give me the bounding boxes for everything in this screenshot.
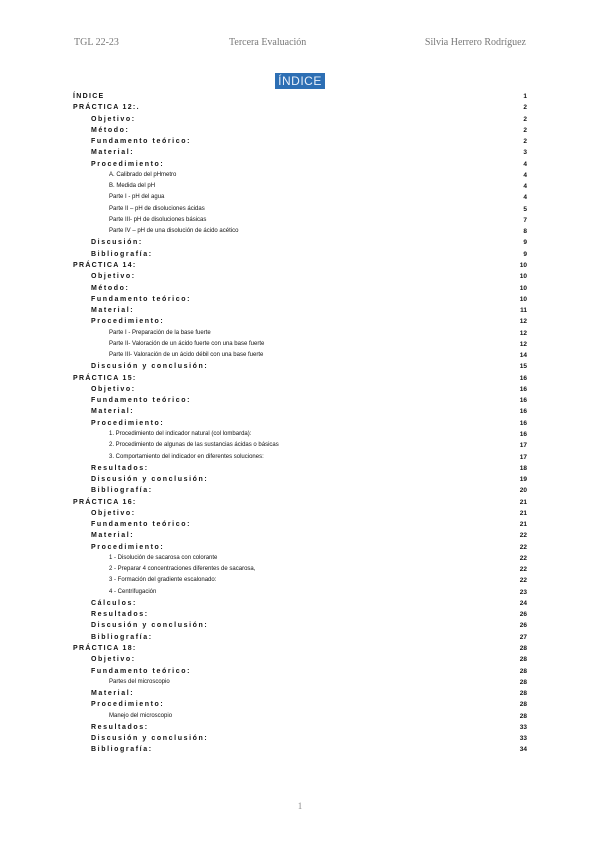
toc-entry-page: 22 [519,554,527,562]
toc-entry[interactable] [73,463,527,474]
toc-entry[interactable] [73,485,527,496]
toc-entry-page: 21 [519,509,527,517]
page-title: ÍNDICE [275,73,325,89]
toc-entry-label: Procedimiento: [91,160,165,168]
toc-entry-page: 26 [519,622,527,630]
toc-entry[interactable] [73,361,527,372]
toc-entry-label: Parte I - pH del agua [109,194,165,201]
toc-entry-label: Discusión: [91,239,143,247]
toc-entry[interactable] [73,418,527,429]
toc-entry-page: 16 [519,397,527,405]
toc-entry[interactable] [73,215,527,226]
toc-entry[interactable] [73,316,527,327]
toc-entry-page: 18 [519,464,527,472]
toc-entry[interactable] [73,508,527,519]
toc-entry-label: Material: [91,149,135,157]
toc-entry-page: 10 [519,284,527,292]
toc-entry-page: 34 [519,746,527,754]
toc-entry-label: Parte II- Valoración de un ácido fuerte con una base fuerte [109,340,265,347]
toc-entry-label: Discusión y conclusión: [91,476,209,484]
toc-entry[interactable] [73,226,527,237]
toc-entry-page: 22 [519,577,527,585]
toc-entry[interactable] [73,260,527,271]
toc-entry-label: Partes del microscopio [109,678,170,685]
toc-entry-label: Fundamento teórico: [91,295,192,303]
toc-entry-page: 10 [519,273,527,281]
toc-entry[interactable] [73,677,527,688]
toc-entry-label: Material: [91,307,135,315]
toc-entry-label: PRÁCTICA 15: [73,374,137,382]
page-header [74,37,526,49]
header-evaluation: Tercera Evaluación [229,37,307,48]
toc-entry-label: 2 - Preparar 4 concentraciones diferentes de sacarosa, [109,566,256,573]
toc-entry-label: Objetivo: [91,385,136,393]
toc-entry-page: 11 [520,307,527,315]
toc-entry-label: Material: [91,690,135,698]
toc-entry-page: 14 [519,352,527,360]
toc-entry[interactable] [73,384,527,395]
toc-entry-page: 2 [523,126,527,134]
toc-entry-page: 10 [519,295,527,303]
toc-entry-page: 28 [519,656,527,664]
toc-entry-page: 10 [519,261,527,269]
toc-entry-page: 28 [519,701,527,709]
header-course: TGL 22-23 [74,37,119,48]
toc-entry-label: Manejo del microscopio [109,712,173,719]
toc-entry-page: 28 [519,667,527,675]
toc-entry[interactable] [73,249,527,260]
toc-entry[interactable] [73,744,527,755]
toc-entry-label: PRÁCTICA 12:. [73,104,140,112]
toc-entry[interactable] [73,294,527,305]
toc-entry[interactable] [73,102,527,113]
header-author: Silvia Herrero Rodríguez [424,37,526,48]
toc-entry-label: Parte I - Preparación de la base fuerte [109,329,211,336]
toc-entry-label: Fundamento teórico: [91,521,192,529]
toc-entry-label: B. Medida del pH [109,183,156,190]
toc-entry-label: Objetivo: [91,115,136,123]
toc-entry-page: 20 [519,487,527,495]
toc-entry-label: 3 - Formación del gradiente escalonado: [109,577,217,584]
toc-entry-page: 33 [519,723,527,731]
toc-entry-label: Discusión y conclusión: [91,363,209,371]
toc-entry[interactable] [73,699,527,710]
toc-entry-label: PRÁCTICA 14: [73,261,137,269]
toc-entry-page: 21 [519,498,527,506]
toc-entry[interactable] [73,170,527,181]
toc-entry[interactable] [73,564,527,575]
toc-entry-label: Fundamento teórico: [91,397,192,405]
toc-entry[interactable] [73,666,527,677]
toc-entry-label: Parte III- Valoración de un ácido débil con una base fuerte [109,352,264,359]
toc-entry[interactable] [73,643,527,654]
toc-entry-page: 9 [523,239,527,247]
toc-entry-page: 1 [523,93,527,100]
toc-entry-label: Material: [91,408,135,416]
toc-entry[interactable] [73,147,527,158]
toc-entry[interactable] [73,620,527,631]
toc-entry-page: 4 [523,160,527,168]
toc-entry-page: 28 [519,645,527,653]
toc-entry-page: 28 [519,678,527,686]
toc-entry[interactable] [73,91,527,102]
toc-entry[interactable] [73,497,527,508]
toc-entry-page: 27 [519,633,527,641]
toc-entry-page: 28 [519,712,527,720]
toc-entry-label: PRÁCTICA 16: [73,498,137,506]
toc-entry-page: 17 [519,453,527,461]
toc-entry[interactable] [73,440,527,451]
toc-entry-page: 22 [519,532,527,540]
toc-entry-label: Resultados: [91,464,149,472]
toc-entry-label: Objetivo: [91,509,136,517]
toc-entry-page: 4 [523,171,527,179]
toc-entry[interactable] [73,204,527,215]
toc-entry-label: 3. Comportamiento del indicador en diferentes soluciones: [109,453,264,460]
toc-entry[interactable] [73,237,527,248]
toc-entry-label: Procedimiento: [91,701,165,709]
toc-entry-label: Resultados: [91,723,149,731]
title-wrap [0,72,600,90]
toc-entry-page: 23 [519,588,527,596]
toc-entry-label: Parte III- pH de disoluciones básicas [109,216,207,223]
toc-entry-page: 16 [519,419,527,427]
toc-entry-label: Objetivo: [91,656,136,664]
toc-entry-label: PRÁCTICA 18: [73,645,137,653]
toc-entry-label: 1. Procedimiento del indicador natural (col lombarda): [109,430,252,437]
toc-entry[interactable] [73,271,527,282]
toc-entry[interactable] [73,711,527,722]
toc-entry-page: 8 [523,228,527,236]
toc-entry-label: Procedimiento: [91,318,165,326]
toc-entry[interactable] [73,609,527,620]
toc-entry-label: Objetivo: [91,273,136,281]
toc-entry-page: 28 [519,690,527,698]
toc-entry-label: Resultados: [91,611,149,619]
toc-entry-page: 5 [523,205,527,213]
toc-entry[interactable] [73,373,527,384]
toc-entry-page: 16 [519,374,527,382]
toc-entry[interactable] [73,688,527,699]
toc-entry[interactable] [73,350,527,361]
toc-entry[interactable] [73,632,527,643]
toc-entry[interactable] [73,136,527,147]
toc-entry[interactable] [73,542,527,553]
toc-entry-label: Parte IV – pH de una disolución de ácido acético [109,228,239,235]
toc-entry[interactable] [73,452,527,463]
toc-entry-page: 12 [519,318,527,326]
toc-entry-page: 2 [523,138,527,146]
toc-entry[interactable] [73,395,527,406]
toc-entry-page: 22 [519,566,527,574]
toc-entry-page: 22 [519,543,527,551]
toc-entry-label: Discusión y conclusión: [91,735,209,743]
toc-entry-label: 1 - Disolución de sacarosa con colorante [109,554,218,561]
toc-entry-page: 19 [519,476,527,484]
toc-entry[interactable] [73,328,527,339]
toc-entry[interactable] [73,733,527,744]
toc-entry[interactable] [73,722,527,733]
toc-entry-page: 3 [523,149,527,157]
toc-entry-page: 2 [523,115,527,123]
toc-entry[interactable] [73,429,527,440]
toc-entry-label: A. Calibrado del pHmetro [109,171,177,178]
toc-entry[interactable] [73,125,527,136]
toc-entry-label: Bibliografía: [91,633,153,641]
toc-entry[interactable] [73,305,527,316]
toc-entry[interactable] [73,519,527,530]
toc-entry[interactable] [73,587,527,598]
toc-entry-label: Bibliografía: [91,250,153,258]
toc-entry-label: Fundamento teórico: [91,667,192,675]
toc-entry-page: 26 [519,611,527,619]
toc-entry[interactable] [73,654,527,665]
toc-entry[interactable] [73,181,527,192]
toc-entry-page: 16 [519,408,527,416]
toc-entry-page: 7 [523,216,527,224]
toc-entry-label: Bibliografía: [91,746,153,754]
toc-entry-page: 12 [519,329,527,337]
toc-entry-page: 2 [523,104,527,112]
page-number: 1 [297,801,303,811]
toc-entry-page: 33 [519,735,527,743]
toc-entry-page: 9 [523,250,527,258]
toc-entry-page: 4 [523,183,527,191]
toc-entry-label: Parte II – pH de disoluciones ácidas [109,205,205,212]
toc-entry-label: Fundamento teórico: [91,138,192,146]
toc-entry-page: 16 [519,430,527,438]
toc-entry[interactable] [73,114,527,125]
toc-entry[interactable] [73,192,527,203]
toc-entry-page: 24 [519,599,527,607]
toc-entry-label: 4 - Centrifugación [109,588,157,595]
toc-entry-label: Bibliografía: [91,487,153,495]
toc-entry-label: Material: [91,532,135,540]
toc-entry[interactable] [73,575,527,586]
toc-entry-label: ÍNDICE [73,93,105,100]
toc-entry-page: 15 [519,363,527,371]
toc-entry-label: Método: [91,126,130,134]
toc-entry[interactable] [73,159,527,170]
toc-entry[interactable] [73,283,527,294]
toc-entry[interactable] [73,339,527,350]
table-of-contents [73,91,527,756]
toc-entry[interactable] [73,406,527,417]
toc-entry[interactable] [73,474,527,485]
toc-entry-label: Procedimiento: [91,419,165,427]
toc-entry-label: Discusión y conclusión: [91,622,209,630]
toc-entry-page: 17 [519,442,527,450]
toc-entry-label: 2. Procedimiento de algunas de las sustancias ácidas o básicas [109,442,279,449]
toc-entry-label: Procedimiento: [91,543,165,551]
toc-entry-page: 12 [519,340,527,348]
toc-entry-label: Método: [91,284,130,292]
toc-entry[interactable] [73,598,527,609]
toc-entry[interactable] [73,553,527,564]
toc-entry-page: 21 [519,521,527,529]
toc-entry[interactable] [73,530,527,541]
toc-entry-label: Cálculos: [91,599,137,607]
toc-entry-page: 4 [523,194,527,202]
toc-entry-page: 16 [519,385,527,393]
